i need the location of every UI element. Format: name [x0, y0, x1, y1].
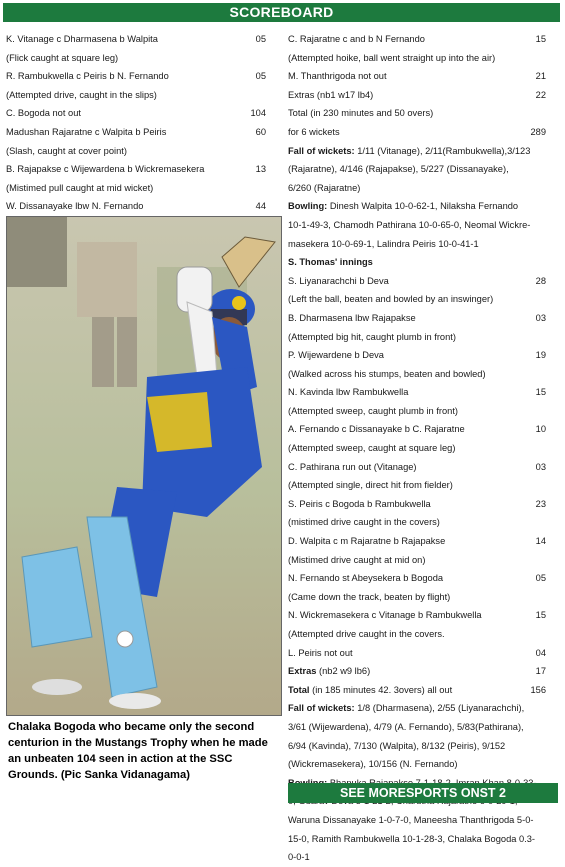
batsman-name: S. Liyanarachchi b Deva — [288, 275, 389, 286]
dismissal-note: (Came down the track, beaten by flight) — [288, 591, 451, 602]
dismissal-note: (Attempted drive, caught in the slips) — [6, 89, 157, 100]
extras-row — [288, 662, 546, 681]
batsman-illustration — [7, 217, 281, 715]
dismissal-note: (Attempted sweep, caught at square leg) — [288, 443, 456, 454]
batsman-row — [288, 309, 546, 328]
batsman-row — [288, 532, 546, 551]
batsman-row — [6, 160, 266, 179]
cricket-batsman-photo — [6, 216, 282, 716]
fow-text: 3/61 (Wijewardena), 4/79 (A. Fernando), 5/83(Pathirana), — [288, 721, 524, 732]
bowling-text: 15-0, Ramith Rambukwella 10-1-28-3, Chalaka Bogoda 0.3- — [288, 833, 536, 844]
fow-text: (Wickremasekera), 10/156 (N. Fernando) — [288, 759, 458, 770]
batsman-runs: 104 — [250, 108, 266, 119]
batsman-row — [6, 123, 266, 142]
dismissal-note: (Attempted sweep, caught plumb in front) — [288, 405, 459, 416]
batsman-name: C. Rajaratne c and b N Fernando — [288, 34, 425, 44]
total-detail: (in 185 minutes 42. 3overs) all out — [309, 684, 453, 695]
fow-text: 1/11 (Vitanage), 2/11(Rambukwella),3/123 — [354, 145, 531, 156]
bowling-line — [288, 197, 546, 216]
batsman-name: N. Wickremasekera c Vitanage b Rambukwella — [288, 610, 482, 621]
dismissal-note: (Attempted big hit, caught plumb in front) — [288, 331, 456, 342]
batsman-name: W. Dissanayake lbw N. Fernando — [6, 201, 144, 212]
left-scorecard — [6, 30, 266, 235]
dismissal-note: (Attempted hoike, ball went straight up into the air) — [288, 52, 496, 63]
extras-row — [288, 86, 546, 105]
batsman-runs: 13 — [255, 164, 266, 175]
batsman-name: R. Rambukwella c Peiris b N. Fernando — [6, 71, 169, 82]
batsman-row — [288, 606, 546, 625]
batsman-runs: 04 — [535, 647, 546, 658]
batsman-runs: 60 — [255, 126, 266, 137]
batsman-runs: 03 — [535, 312, 546, 323]
dismissal-note: (Left the ball, beaten and bowled by an inswinger) — [288, 294, 494, 305]
batsman-row — [6, 104, 266, 123]
batsman-name: N. Fernando st Abeysekera b Bogoda — [288, 573, 444, 584]
batsman-row — [288, 346, 546, 365]
batsman-runs: 28 — [535, 275, 546, 286]
photo-caption: Chalaka Bogoda who became only the second centurion in the Mustangs Trophy when he made an unbeaten 104 seen in action at the SSC Grounds. (Pic Sanka Vidanagama) — [8, 721, 268, 781]
scoreboard-header — [3, 3, 560, 22]
batsman-row — [288, 458, 546, 477]
batsman-name: A. Fernando c Dissanayake b C. Rajaratne — [288, 424, 465, 435]
fow-text: (Rajaratne), 4/146 (Rajapakse), 5/227 (Dissanayake), — [288, 164, 509, 175]
batsman-name: S. Peiris c Bogoda b Rambukwella — [288, 498, 431, 509]
batsman-runs: 15 — [535, 387, 546, 398]
total-wickets: for 6 wickets — [288, 126, 340, 137]
innings-title: S. Thomas' innings — [288, 257, 373, 268]
extras-runs: 17 — [535, 666, 546, 677]
extras-label: Extras — [288, 666, 317, 677]
batsman-runs: 15 — [535, 34, 546, 44]
batsman-runs: 10 — [535, 424, 546, 435]
bowling-text: Dinesh Walpita 10-0-62-1, Nilaksha Fernando — [327, 201, 519, 212]
fow-text: 1/8 (Dharmasena), 2/55 (Liyanarachchi), — [354, 703, 525, 714]
batsman-name: D. Walpita c m Rajaratne b Rajapakse — [288, 536, 446, 547]
batsman-runs: 19 — [535, 350, 546, 361]
total-label: Total (in 230 minutes and 50 overs) — [288, 108, 434, 119]
batsman-row — [288, 644, 546, 663]
total-row — [288, 681, 546, 700]
batsman-row — [288, 67, 546, 86]
fow-line — [288, 142, 546, 161]
batsman-name: K. Vitanage c Dharmasena b Walpita — [6, 34, 158, 44]
batsman-row — [288, 495, 546, 514]
batsman-runs: 05 — [255, 34, 266, 44]
batsman-runs: 44 — [255, 201, 266, 212]
total-runs: 156 — [530, 684, 546, 695]
dismissal-note: (Mistimed pull caught at mid wicket) — [6, 182, 154, 193]
batsman-name: M. Thanthrigoda not out — [288, 71, 387, 82]
batsman-row — [6, 67, 266, 86]
total-label: Total — [288, 684, 310, 695]
fow-line — [288, 699, 546, 718]
batsman-row — [6, 197, 266, 216]
batsman-runs: 23 — [535, 498, 546, 509]
dismissal-note: (Attempted drive caught in the covers. — [288, 629, 445, 639]
dismissal-note: (mistimed drive caught in the covers) — [288, 517, 440, 528]
batsman-runs: 05 — [255, 71, 266, 82]
bowling-text: masekera 10-0-69-1, Lalindra Peiris 10-0-41-1 — [288, 238, 479, 249]
batsman-runs: 21 — [535, 71, 546, 82]
scoreboard-title: SCOREBOARD — [229, 4, 334, 20]
batsman-name: C. Pathirana run out (Vitanage) — [288, 461, 417, 472]
batsman-runs: 15 — [535, 610, 546, 621]
batsman-row — [288, 30, 546, 49]
batsman-row — [288, 383, 546, 402]
batsman-name: B. Dharmasena lbw Rajapakse — [288, 312, 416, 323]
batsman-row — [288, 272, 546, 291]
fow-text: 6/260 (Rajaratne) — [288, 182, 361, 193]
batsman-name: B. Rajapakse c Wijewardena b Wickremasekera — [6, 164, 205, 175]
batsman-name: P. Wijewardene b Deva — [288, 350, 384, 361]
extras-label: Extras (nb1 w17 lb4) — [288, 89, 374, 100]
see-more-sports-text: SEE MORESPORTS ONST 2 — [339, 786, 506, 800]
batsman-row — [288, 569, 546, 588]
bowling-text: 10-1-49-3, Chamodh Pathirana 10-0-65-0, Neomal Wickre- — [288, 219, 531, 230]
fow-label: Fall of wickets: — [288, 703, 355, 714]
dismissal-note: (Mistimed drive caught at mid on) — [288, 554, 426, 565]
batsman-runs: 14 — [535, 536, 546, 547]
bowling-text: Waruna Dissanayake 1-0-7-0, Maneesha Thanthrigoda 5-0- — [288, 814, 534, 825]
extras-runs: 22 — [535, 89, 546, 100]
dismissal-note: (Walked across his stumps, beaten and bowled) — [288, 368, 486, 379]
right-scorecard — [288, 30, 546, 867]
batsman-runs: 03 — [535, 461, 546, 472]
batsman-name: C. Bogoda not out — [6, 108, 81, 119]
total-row — [288, 123, 546, 142]
batsman-name: Madushan Rajaratne c Walpita b Peiris — [6, 126, 167, 137]
batsman-name: N. Kavinda lbw Rambukwella — [288, 387, 409, 398]
batsman-name: L. Peiris not out — [288, 647, 353, 658]
bowling-label: Bowling: — [288, 201, 328, 212]
batsman-row — [288, 420, 546, 439]
extras-detail: (nb2 w9 lb6) — [316, 666, 371, 677]
dismissal-note: (Flick caught at square leg) — [6, 52, 119, 63]
see-more-sports-banner — [288, 783, 558, 803]
dismissal-note: (Attempted single, direct hit from fielder) — [288, 480, 453, 491]
batsman-row — [6, 30, 266, 49]
fow-text: 6/94 (Kavinda), 7/130 (Walpita), 8/132 (Peiris), 9/152 — [288, 740, 506, 751]
bowling-text: 0-0-1 — [288, 852, 310, 863]
total-runs: 289 — [530, 126, 546, 137]
fow-label: Fall of wickets: — [288, 145, 355, 156]
dismissal-note: (Slash, caught at cover point) — [6, 145, 127, 156]
batsman-runs: 05 — [535, 573, 546, 584]
